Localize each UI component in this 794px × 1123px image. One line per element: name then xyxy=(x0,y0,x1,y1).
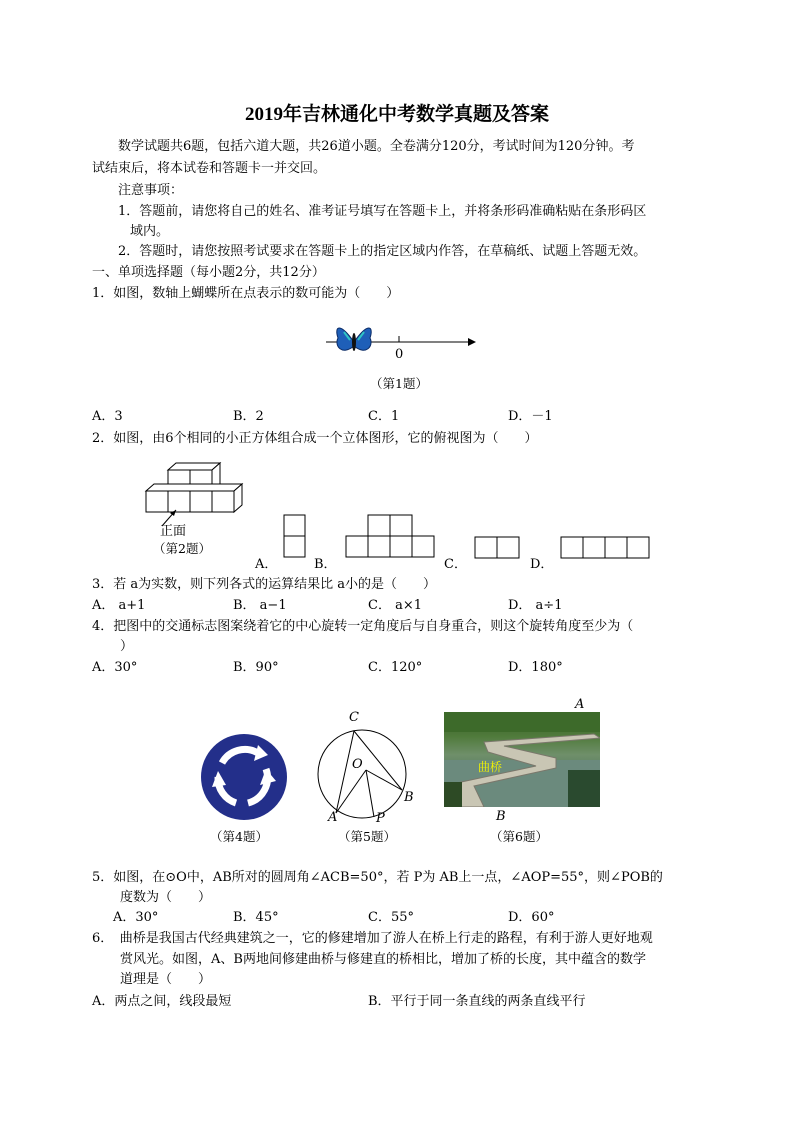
q2-caption: （第2题） xyxy=(153,541,211,556)
intro-line-1: 数学试题共6题，包括六道大题，共26道小题。全卷满分120分，考试时间为120分钟。考 xyxy=(118,139,635,154)
butterfly-icon xyxy=(337,328,371,351)
q5-option-d: D．60° xyxy=(508,910,555,925)
q3-option-a: A． a+1 xyxy=(92,598,146,613)
q5-caption: （第5题） xyxy=(338,829,396,844)
q5-label-c: C xyxy=(349,710,359,725)
q4-caption: （第4题） xyxy=(210,829,268,844)
q3-option-d: D． a÷1 xyxy=(508,598,563,613)
q4-option-d: D．180° xyxy=(508,660,563,675)
notice-heading: 注意事项： xyxy=(118,183,184,198)
q4-stem: 4．把图中的交通标志图案绕着它的中心旋转一定角度后与自身重合，则这个旋转角度至少为（ xyxy=(92,619,634,634)
q1-option-b: B．2 xyxy=(233,409,264,424)
notice-item-1: 1．答题前，请您将自己的姓名、准考证号填写在答题卡上，并将条形码准确粘贴在条形码区 xyxy=(118,204,647,219)
q6-stem-cont: 赏风光。如图，A、B两地间修建曲桥与修建直的桥相比，增加了桥的长度，其中蕴含的数学 xyxy=(120,952,646,967)
q3-stem: 3．若 a为实数，则下列各式的运算结果比 a小的是（ ） xyxy=(92,577,437,592)
notice-item-2: 2．答题时，请您按照考试要求在答题卡上的指定区域内作答，在草稿纸、试题上答题无效。 xyxy=(118,244,647,259)
q1-stem: 1．如图，数轴上蝴蝶所在点表示的数可能为（ ） xyxy=(92,286,400,301)
q4-option-c: C．120° xyxy=(368,660,423,675)
q5-label-a: A xyxy=(328,810,338,825)
q6-photo-label: 曲桥 xyxy=(478,760,503,774)
q1-option-c: C．1 xyxy=(368,409,400,424)
q6-label-b: B xyxy=(496,809,506,824)
q6-option-b: B．平行于同一条直线的两条直线平行 xyxy=(368,994,586,1009)
intro-line-2: 试结束后，将本试卷和答题卡一并交回。 xyxy=(92,161,327,176)
q6-option-a: A．两点之间，线段最短 xyxy=(92,994,232,1009)
q3-option-c: C． a×1 xyxy=(368,598,422,613)
q5-option-a: A．30° xyxy=(113,910,159,925)
q5-stem-cont: 度数为（ ） xyxy=(120,890,212,905)
zigzag-bridge-image xyxy=(444,712,600,807)
q2-stem: 2．如图，由6个相同的小正方体组合成一个立体图形，它的俯视图为（ ） xyxy=(92,431,538,446)
q6-bridge-photo xyxy=(444,712,600,807)
q6-caption: （第6题） xyxy=(490,829,548,844)
q5-label-o: O xyxy=(352,757,363,772)
q1-zero-label: 0 xyxy=(395,347,404,362)
q2-cube-figure xyxy=(140,460,250,525)
notice-item-1-cont: 域内。 xyxy=(130,224,170,239)
q2-option-c-figure xyxy=(474,536,522,560)
q2-option-d-figure xyxy=(560,536,652,560)
q5-stem: 5．如图，在⊙O中，AB所对的圆周角∠ACB=50°，若 P为 AB上一点，∠AOP=55°，则∠POB的 xyxy=(92,870,663,885)
q4-roundabout-sign-icon xyxy=(200,733,288,821)
q1-option-d: D．－1 xyxy=(508,409,553,424)
q6-stem-cont-2: 道理是（ ） xyxy=(120,972,212,987)
q4-option-b: B．90° xyxy=(233,660,279,675)
q2-option-a-figure xyxy=(283,514,307,560)
q2-option-a: A． xyxy=(255,557,278,572)
q2-option-b-figure xyxy=(345,514,437,560)
q6-stem: 6． 曲桥是我国古代经典建筑之一，它的修建增加了游人在桥上行走的路程，有利于游人更好地观 xyxy=(92,931,653,946)
q5-label-b: B xyxy=(404,790,414,805)
q4-option-a: A．30° xyxy=(92,660,138,675)
q2-front-label: 正面 xyxy=(160,524,187,539)
q1-caption: （第1题） xyxy=(370,376,428,391)
q6-label-a: A xyxy=(575,697,585,712)
q2-option-b: B． xyxy=(314,557,337,572)
q4-stem-cont: ） xyxy=(120,639,134,654)
section-heading: 一、单项选择题（每小题2分，共12分） xyxy=(92,265,325,280)
q5-option-b: B．45° xyxy=(233,910,279,925)
q1-option-a: A．3 xyxy=(92,409,123,424)
q2-option-d: D． xyxy=(530,557,554,572)
q5-option-c: C．55° xyxy=(368,910,414,925)
q3-option-b: B． a−1 xyxy=(233,598,287,613)
q5-label-p: P xyxy=(376,811,385,826)
q2-option-c: C． xyxy=(444,557,467,572)
page-title: 2019年吉林通化中考数学真题及答案 xyxy=(244,104,549,125)
